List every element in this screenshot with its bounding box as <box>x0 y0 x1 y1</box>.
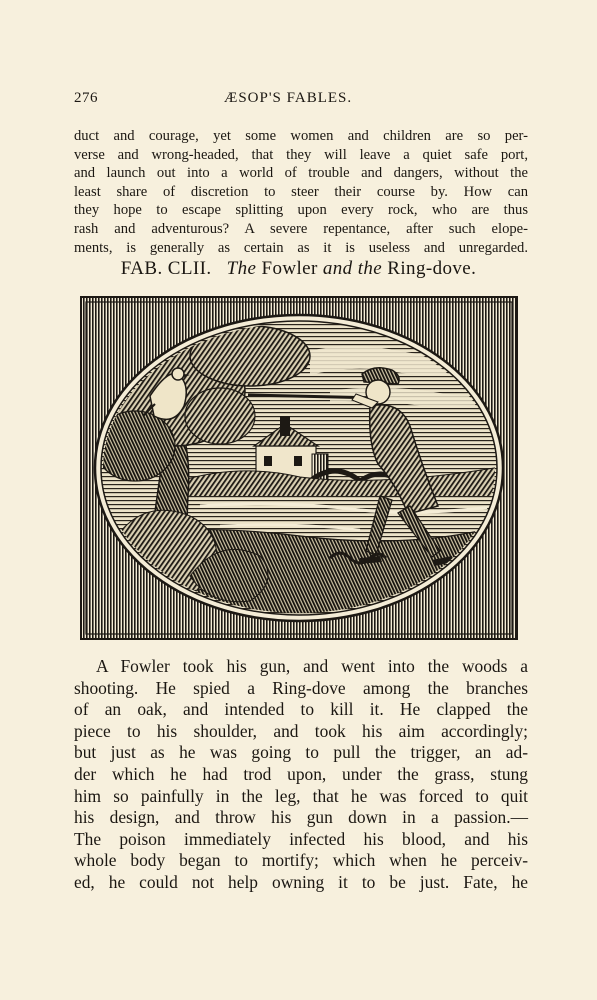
title-fowler: Fowler <box>261 258 318 279</box>
fable-line: piece to his shoulder, and took his aim accordingly; <box>74 720 528 741</box>
page-number: 276 <box>74 90 98 106</box>
fable-line: whole body began to mortify; which when he perceiv- <box>74 850 528 871</box>
fable-line: The poison immediately infected his blood, and his <box>74 828 528 849</box>
fable-line: of an oak, and intended to kill it. He clapped the <box>74 699 528 720</box>
intro-line: least share of discretion to steer their course by. How can <box>74 183 528 200</box>
fable-line: his design, and throw his gun down in a passion.— <box>74 807 528 828</box>
title-the: The <box>226 258 257 279</box>
intro-line: rash and adventurous? A severe repentance, after such elope- <box>74 220 528 237</box>
title-ringdove: Ring-dove. <box>387 258 477 279</box>
fable-line: shooting. He spied a Ring-dove among the branches <box>74 677 528 698</box>
intro-paragraph <box>74 127 528 257</box>
intro-line: ments, is generally as certain as it is useless and unregarded. <box>74 239 528 256</box>
fable-line: ed, he could not help owning it to be just. Fate, he <box>74 871 528 892</box>
fable-number: FAB. CLII. <box>120 258 212 279</box>
fable-heading <box>0 258 597 280</box>
intro-line: duct and courage, yet some women and children are so per- <box>74 128 528 144</box>
intro-line: and launch out into a world of trouble and dangers, without the <box>74 165 528 182</box>
fable-text <box>74 656 528 894</box>
fable-line: him so painfully in the leg, that he was forced to quit <box>74 785 528 806</box>
fable-line: der which he had trod upon, under the grass, stung <box>74 763 528 784</box>
intro-line: verse and wrong-headed, that they will leave a quiet safe port, <box>74 146 528 163</box>
intro-line: they hope to escape splitting upon every rock, who are thus <box>74 202 528 219</box>
title-and-the: and the <box>322 258 383 279</box>
fable-line: but just as he was going to pull the trigger, an ad- <box>74 742 528 763</box>
running-title: ÆSOP'S FABLES. <box>224 90 353 106</box>
fable-line: A Fowler took his gun, and went into the woods a <box>96 656 528 676</box>
woodcut-illustration <box>80 296 518 640</box>
